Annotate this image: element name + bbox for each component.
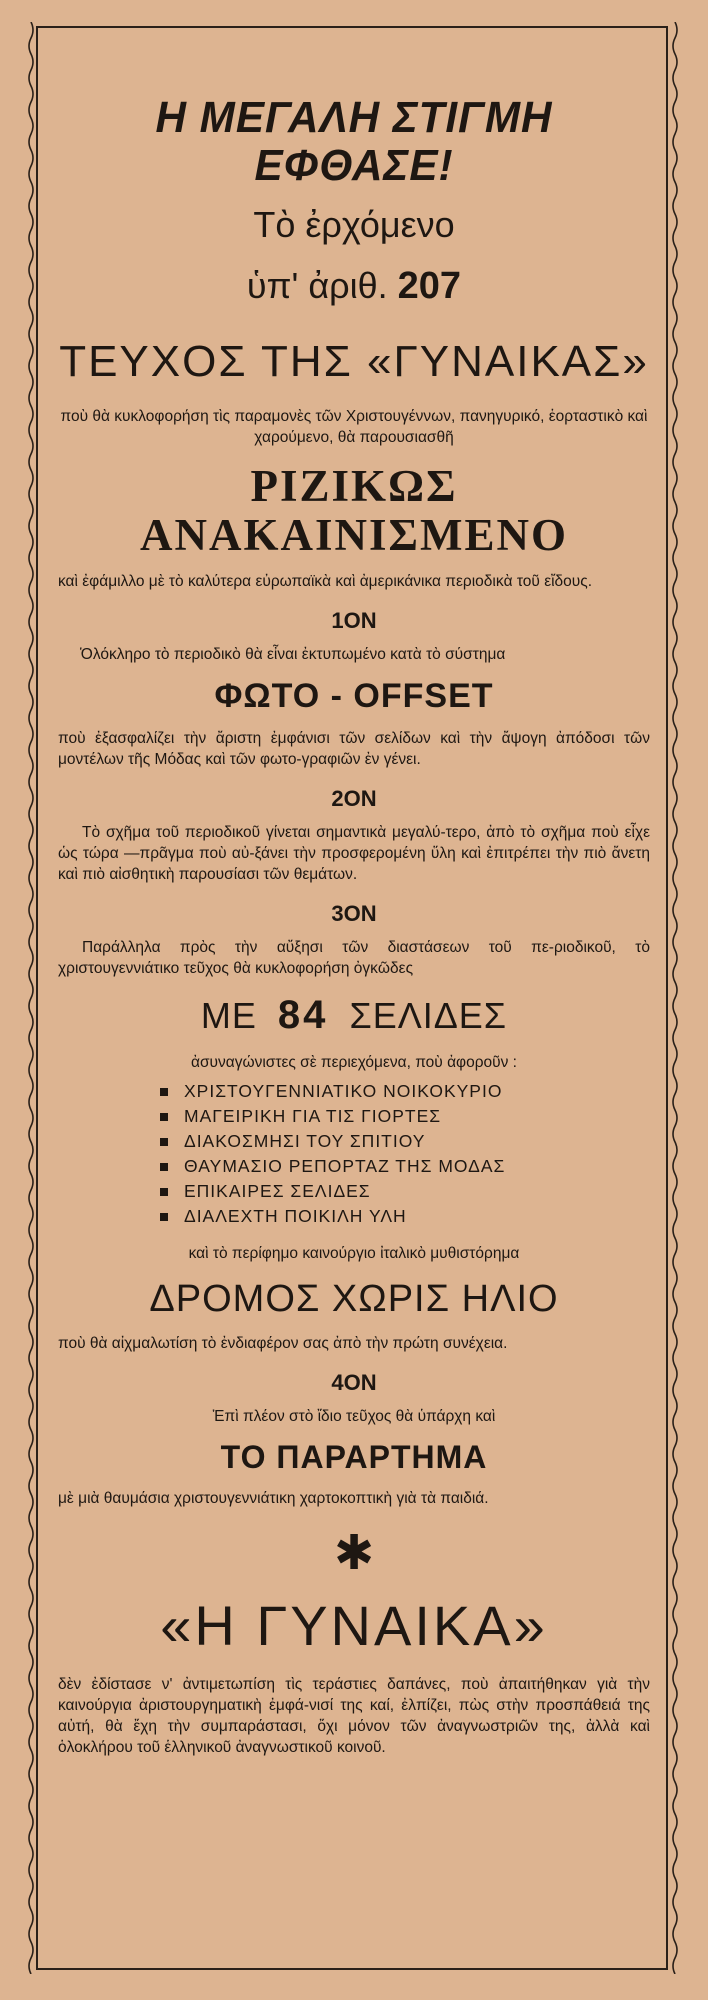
subhead-magazine-name: ΤΕΥΧΟΣ ΤΗΣ «ΓΥΝΑΙΚΑΣ» [59,336,649,386]
novel-text: ποὺ θὰ αἰχμαλωτίση τὸ ἐνδιαφέρον σας ἀπὸ τὴν πρώτη συνέχεια. [58,1334,508,1352]
wavy-border-left [26,22,36,1974]
list-item: ΧΡΙΣΤΟΥΓΕΝΝΙΑΤΙΚΟ ΝΟΙΚΟΚΥΡΙΟ [160,1079,658,1104]
intro-paragraph-2: καὶ ἐφάμιλλο μὲ τὸ καλύτερα εὐρωπαϊκὰ καὶ ἀμερικάνικα περιοδικὰ τοῦ εἴδους. [58,572,593,590]
appendix-text: μὲ μιὰ θαυμάσια χριστουγεννιάτικη χαρτοκοπτικὴ γιὰ τὰ παιδιά. [58,1489,489,1507]
point-1-text: Ὁλόκληρο τὸ περιοδικὸ θὰ εἶναι ἐκτυπωμένο κατὰ τὸ σύστημα [80,645,506,663]
foto-offset-heading: ΦΩΤΟ - OFFSET [214,676,494,715]
bullet-icon [160,1113,168,1121]
rizikos-heading: ΡΙΖΙΚΩΣ ΑΝΑΚΑΙΝΙΣΜΕΝΟ [140,460,568,561]
list-item: ΕΠΙΚΑΙΡΕΣ ΣΕΛΙΔΕΣ [160,1179,658,1204]
list-item: ΔΙΑΚΟΣΜΗΣΙ ΤΟΥ ΣΠΙΤΙΟΥ [160,1129,658,1154]
pages-heading [50,993,658,1038]
bullet-icon [160,1163,168,1171]
bullet-icon [160,1138,168,1146]
headline: Η ΜΕΓΑΛΗ ΣΤΙΓΜΗ ΕΦΘΑΣΕ! [155,93,553,191]
issue-number: 207 [397,264,462,307]
asterisk-icon: ✱ [333,1524,375,1581]
novel-title: ΔΡΟΜΟΣ ΧΩΡΙΣ ΗΛΙΟ [149,1277,559,1320]
bullet-icon [160,1188,168,1196]
advertisement-content [50,36,658,1758]
contents-list [50,1079,658,1229]
list-item: ΔΙΑΛΕΧΤΗ ΠΟΙΚΙΛΗ ΥΛΗ [160,1204,658,1229]
closing-paragraph: δὲν ἐδίστασε ν' ἀντιμετωπίση τὶς τεράστιες δαπάνες, ποὺ ἀπαιτήθηκαν γιὰ τὴν καινούργια ἀριστουργηματικὴ ἐμφά-νισί της καί, ἐλπίζει, πὼς στὴν προσπάθειά της αὐτή, θὰ ἔχη τὴν συμπαράστασι, ὄχι μόνον τῶν ἀναγνωστριῶν της, ἀλλὰ καὶ ὁλοκλήρου τοῦ ἑλληνικοῦ ἀναγνωστικοῦ κοινοῦ. [58,1675,650,1756]
list-item: ΘΑΥΜΑΣΙΟ ΡΕΠΟΡΤΑΖ ΤΗΣ ΜΟΔΑΣ [160,1154,658,1179]
appendix-heading: ΤΟ ΠΑΡΑΡΤΗΜΑ [220,1438,488,1475]
magazine-name-title: «Η ΓΥΝΑΙΚΑ» [160,1593,548,1657]
subhead-upcoming: Τὸ ἐρχόμενο [253,203,455,245]
bullet-icon [160,1088,168,1096]
point-3-label: 3ΟΝ [331,900,377,926]
point-2-label: 2ΟΝ [331,785,377,811]
point-1-text-2: ποὺ ἐξασφαλίζει τὴν ἄριστη ἐμφάνισι τῶν σελίδων καὶ τὴν ἄψογη ἀπόδοσι τῶν μοντέλων τῆς Μόδας καὶ τῶν φωτο-γραφιῶν ἐν γένει. [58,729,650,768]
contents-intro: ἀσυναγώνιστες σὲ περιεχόμενα, ποὺ ἀφοροῦν : [191,1053,517,1071]
issue-number-prefix: ὑπ' ἀριθ. [246,264,388,306]
pages-suffix: ΣΕΛΙΔΕΣ [349,994,508,1036]
subhead-issue-number [50,264,658,310]
novel-intro: καὶ τὸ περίφημο καινούργιο ἰταλικὸ μυθιστόρημα [188,1244,520,1262]
bullet-icon [160,1213,168,1221]
intro-paragraph: ποὺ θὰ κυκλοφορήση τὶς παραμονὲς τῶν Χριστουγέννων, πανηγυρικό, ἑορταστικὸ καὶ χαρούμενο, θὰ παρουσιασθῆ [60,407,648,446]
point-4-text: Ἐπὶ πλέον στὸ ἴδιο τεῦχος θὰ ὑπάρχη καὶ [212,1407,496,1425]
list-item: ΜΑΓΕΙΡΙΚΗ ΓΙΑ ΤΙΣ ΓΙΟΡΤΕΣ [160,1104,658,1129]
point-3-text: Παράλληλα πρὸς τὴν αὔξησι τῶν διαστάσεων τοῦ πε-ριοδικοῦ, τὸ χριστουγεννιάτικο τεῦχος θὰ κυκλοφορήση ὀγκῶδες [58,938,650,977]
pages-prefix: ΜΕ [200,994,257,1036]
point-1-label: 1ΟΝ [331,607,377,633]
pages-number: 84 [277,992,329,1037]
point-2-text: Τὸ σχῆμα τοῦ περιοδικοῦ γίνεται σημαντικὰ μεγαλύ-τερο, ἀπὸ τὸ σχῆμα ποὺ εἶχε ὡς τώρα —πρᾶγμα ποὺ αὐ-ξάνει τὴν προσφερομένη ὕλη καὶ ἐπιτρέπει τὴν πιὸ ἄνετη καὶ πιὸ αἰσθητικὴ παρουσίασι τῶν θεμάτων. [58,823,650,883]
point-4-label: 4ΟΝ [331,1369,377,1395]
wavy-border-right [670,22,680,1974]
